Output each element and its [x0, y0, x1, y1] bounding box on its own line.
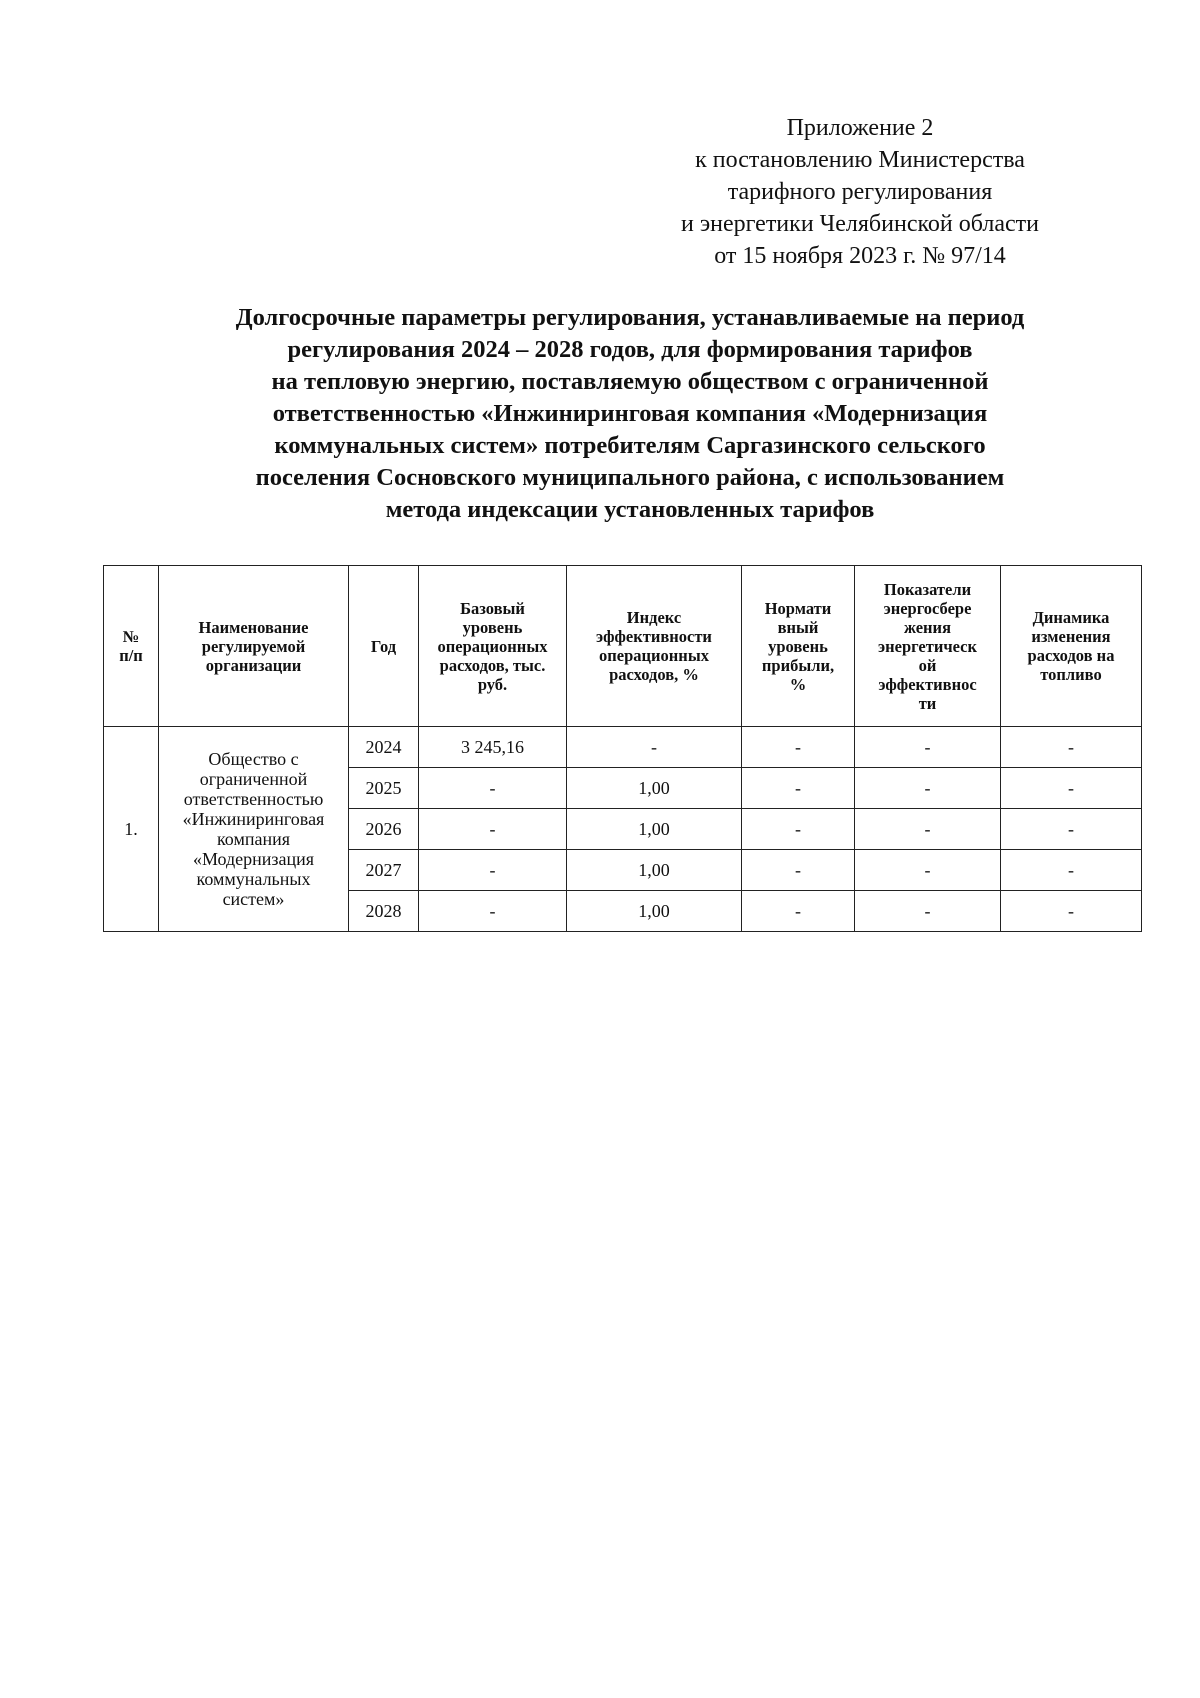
cell-base-level: 3 245,16 [419, 727, 567, 768]
header-organization: Наименование регулируемой организации [159, 566, 349, 727]
cell-base-level: - [419, 768, 567, 809]
cell-profit-level: - [742, 891, 855, 932]
appendix-block [640, 112, 1080, 272]
title-line: Долгосрочные параметры регулирования, устанавливаемые на период [235, 304, 1025, 331]
cell-efficiency-index: 1,00 [567, 850, 742, 891]
header-num: № п/п [104, 566, 159, 727]
cell-fuel-dynamics: - [1001, 809, 1142, 850]
cell-efficiency-index: 1,00 [567, 891, 742, 932]
cell-profit-level: - [742, 850, 855, 891]
parameters-table [103, 565, 1142, 932]
cell-year: 2028 [349, 891, 419, 932]
cell-fuel-dynamics: - [1001, 850, 1142, 891]
appendix-line: к постановлению Министерства [695, 147, 1025, 173]
cell-efficiency-index: - [567, 727, 742, 768]
cell-base-level: - [419, 809, 567, 850]
title-line: регулирования 2024 – 2028 годов, для формирования тарифов [287, 336, 973, 363]
organization-name: Общество с ограниченной ответственностью «Инжиниринговая компания «Модернизация коммунальных систем» [159, 727, 349, 932]
header-efficiency-index: Индекс эффективности операционных расходов, % [567, 566, 742, 727]
appendix-line: Приложение 2 [786, 115, 934, 141]
title-line: коммунальных систем» потребителям Саргазинского сельского [274, 432, 986, 459]
header-profit-level: Нормати вный уровень прибыли, % [742, 566, 855, 727]
cell-base-level: - [419, 891, 567, 932]
title-line: на тепловую энергию, поставляемую обществом с ограниченной [271, 368, 989, 395]
header-base-level: Базовый уровень операционных расходов, тыс. руб. [419, 566, 567, 727]
cell-energy-saving: - [855, 727, 1001, 768]
cell-fuel-dynamics: - [1001, 891, 1142, 932]
document-title [150, 302, 1110, 526]
cell-year: 2024 [349, 727, 419, 768]
title-line: ответственностью «Инжиниринговая компания «Модернизация [272, 400, 988, 427]
table-header-row [104, 566, 1142, 727]
cell-base-level: - [419, 850, 567, 891]
appendix-line: тарифного регулирования [727, 179, 993, 205]
cell-year: 2027 [349, 850, 419, 891]
cell-energy-saving: - [855, 768, 1001, 809]
title-line: поселения Сосновского муниципального района, с использованием [255, 464, 1005, 491]
appendix-line: и энергетики Челябинской области [681, 211, 1039, 237]
cell-energy-saving: - [855, 809, 1001, 850]
cell-profit-level: - [742, 768, 855, 809]
table-row [104, 727, 1142, 768]
row-number: 1. [104, 727, 159, 932]
cell-energy-saving: - [855, 891, 1001, 932]
cell-energy-saving: - [855, 850, 1001, 891]
cell-efficiency-index: 1,00 [567, 809, 742, 850]
header-year: Год [349, 566, 419, 727]
cell-efficiency-index: 1,00 [567, 768, 742, 809]
cell-year: 2026 [349, 809, 419, 850]
header-energy-saving: Показатели энергосбере жения энергетическ ой эффективнос ти [855, 566, 1001, 727]
cell-profit-level: - [742, 727, 855, 768]
title-line: метода индексации установленных тарифов [385, 496, 875, 523]
cell-fuel-dynamics: - [1001, 727, 1142, 768]
cell-profit-level: - [742, 809, 855, 850]
header-fuel-dynamics: Динамика изменения расходов на топливо [1001, 566, 1142, 727]
appendix-line: от 15 ноября 2023 г. № 97/14 [714, 243, 1006, 269]
cell-year: 2025 [349, 768, 419, 809]
cell-fuel-dynamics: - [1001, 768, 1142, 809]
